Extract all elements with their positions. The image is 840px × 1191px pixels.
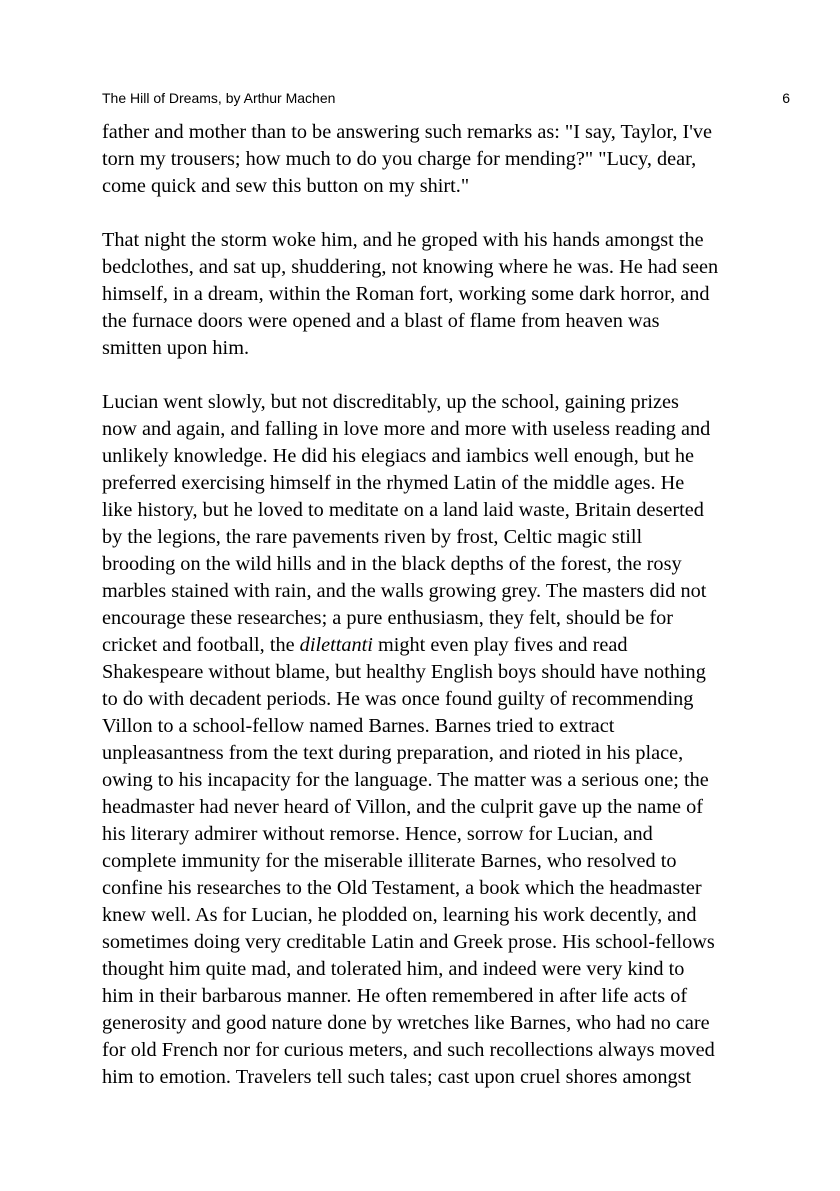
text-line: knew well. As for Lucian, he plodded on, learning his work decently, and [102,904,697,926]
running-title: The Hill of Dreams, by Arthur Machen [102,90,336,106]
text-line: now and again, and falling in love more and more with useless reading and [102,418,711,440]
text-line: brooding on the wild hills and in the black depths of the forest, the rosy [102,553,682,575]
text-line: owing to his incapacity for the language. The matter was a serious one; the [102,769,709,791]
text-line: him to emotion. Travelers tell such tales; cast upon cruel shores amongst [102,1066,692,1088]
text-line-with-italic [102,632,802,659]
text-line: come quick and sew this button on my shirt." [102,175,470,197]
text-line: thought him quite mad, and tolerated him, and indeed were very kind to [102,958,685,980]
text-line: encourage these researches; a pure enthusiasm, they felt, should be for [102,607,674,629]
text-line: headmaster had never heard of Villon, and the culprit gave up the name of [102,796,703,818]
text-line: unlikely knowledge. He did his elegiacs and iambics well enough, but he [102,445,694,467]
paragraph-3 [102,389,802,1091]
text-line: himself, in a dream, within the Roman fort, working some dark horror, and [102,283,710,305]
italic-term: dilettanti [299,634,373,656]
text-line: Lucian went slowly, but not discreditably, up the school, gaining prizes [102,391,679,413]
text-line: the furnace doors were opened and a blast of flame from heaven was [102,310,660,332]
text-line: Shakespeare without blame, but healthy English boys should have nothing [102,661,706,683]
text-line: by the legions, the rare pavements riven by frost, Celtic magic still [102,526,643,548]
text-line: smitten upon him. [102,337,250,359]
text-line: bedclothes, and sat up, shuddering, not knowing where he was. He had seen [102,256,719,278]
text-fragment: cricket and football, the [102,634,300,656]
text-line: preferred exercising himself in the rhymed Latin of the middle ages. He [102,472,685,494]
body-text [102,119,802,1118]
text-line: complete immunity for the miserable illiterate Barnes, who resolved to [102,850,677,872]
running-header [102,89,790,107]
text-line: Villon to a school-fellow named Barnes. Barnes tried to extract [102,715,615,737]
page-number: 6 [782,90,790,106]
paragraph-2 [102,227,802,362]
text-line: generosity and good nature done by wretches like Barnes, who had no care [102,1012,710,1034]
text-line: confine his researches to the Old Testament, a book which the headmaster [102,877,702,899]
text-line: his literary admirer without remorse. Hence, sorrow for Lucian, and [102,823,653,845]
text-line: That night the storm woke him, and he groped with his hands amongst the [102,229,704,251]
text-line: like history, but he loved to meditate on a land laid waste, Britain deserted [102,499,704,521]
document-page [102,0,792,1191]
text-line: torn my trousers; how much to do you charge for mending?" "Lucy, dear, [102,148,697,170]
text-line: marbles stained with rain, and the walls growing grey. The masters did not [102,580,707,602]
text-line: sometimes doing very creditable Latin and Greek prose. His school-fellows [102,931,715,953]
text-line: unpleasantness from the text during preparation, and rioted in his place, [102,742,684,764]
text-line: for old French nor for curious meters, and such recollections always moved [102,1039,715,1061]
text-line: to do with decadent periods. He was once found guilty of recommending [102,688,694,710]
text-line: father and mother than to be answering such remarks as: "I say, Taylor, I've [102,121,713,143]
text-line: him in their barbarous manner. He often remembered in after life acts of [102,985,688,1007]
text-fragment: might even play fives and read [372,634,628,656]
paragraph-1 [102,119,802,200]
